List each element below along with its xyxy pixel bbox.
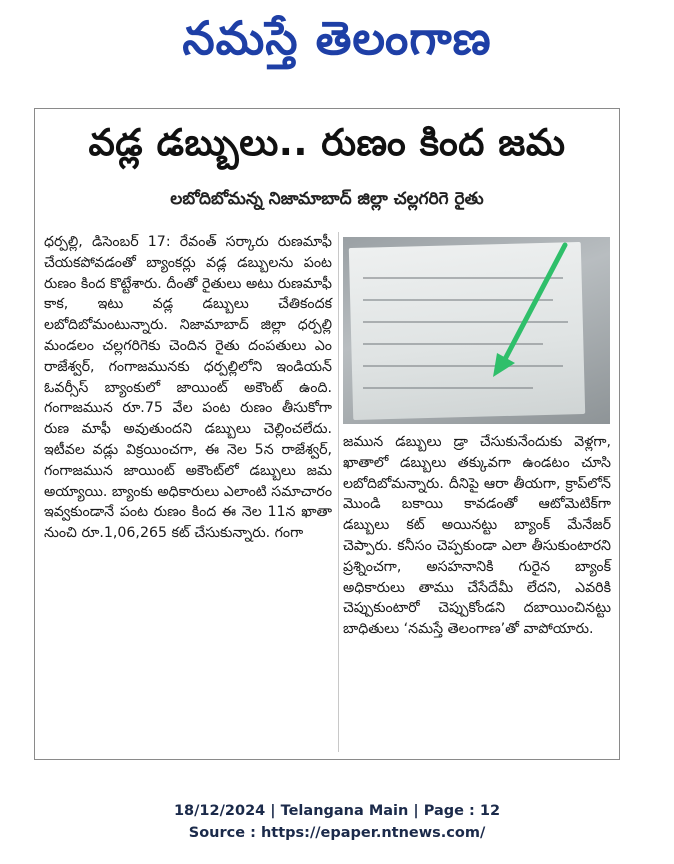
- footer-date-page: 18/12/2024 | Telangana Main | Page : 12: [173, 803, 501, 819]
- bank-statement-photo: [343, 237, 610, 424]
- article-column-left: [44, 232, 332, 752]
- arrow-icon: [343, 237, 610, 424]
- footer-source: Source : https://epaper.ntnews.com/: [188, 825, 486, 841]
- page-footer: [0, 800, 674, 844]
- article-text-left: ధర్పల్లి, డిసెంబర్‌ 17: రేవంత్‌ సర్కారు రుణమాఫీ చేయకపోవడంతో బ్యాంకర్లు వడ్ల డబ్బులను పంట రుణం కింద కొట్టేశారు. దీంతో రైతులు అటు రుణమాఫీ కాక, ఇటు వడ్ల డబ్బులు చేతికందక లబోదిబోమంటున్నారు. నిజామాబాద్‌ జిల్లా ధర్పల్లి మండలం చల్లగరిగెకు చెందిన రైతు దంపతులు ఎం రాజేశ్వర్‌, గంగాజమునకు ధర్పల్లిలోని ఇండియన్‌ ఓవర్సీస్‌ బ్యాంకులో జాయింట్‌ అకౌంట్‌ ఉంది. గంగాజమున రూ.75 వేల పంట రుణం తీసుకోగా రుణ మాఫీ అవుతుందని డబ్బులు చెల్లించలేదు. ఇటీవల వడ్లు విక్రయించగా, ఈ నెల 5న రాజేశ్వర్‌, గంగాజమున జాయింట్‌ అకౌంట్‌లో డబ్బులు జమ అయ్యాయి. బ్యాంకు అధికారులు ఎలాంటి సమాచారం ఇవ్వకుండానే పంట రుణం కింద ఈ నెల 11న ఖాతా నుంచి రూ.1,06,265 కట్‌ చేసుకున్నారు. గంగా: [44, 234, 333, 542]
- column-divider: [338, 232, 339, 752]
- article-column-right: [343, 432, 611, 754]
- masthead-logo: నమస్తే తెలంగాణ: [182, 11, 492, 65]
- article-headline: వడ్ల డబ్బులు.. రుణం కింద జమ: [88, 121, 566, 164]
- article-subheadline: లబోదిబోమన్న నిజామాబాద్‌ జిల్లా చల్లగరిగె రైతు: [170, 189, 484, 209]
- article-text-right: జమున డబ్బులు డ్రా చేసుకునేందుకు వెళ్లగా, ఖాతాలో డబ్బులు తక్కువగా ఉండటం చూసి లబోదిబోమన్నారు. దీనిపై ఆరా తీయగా, క్రాప్‌లోన్‌ మొండి బకాయి కావడంతో ఆటోమెటిక్‌గా డబ్బులు కట్‌ అయినట్టు బ్యాంక్‌ మేనేజర్‌ చెప్పారు. కనీసం చెప్పకుండా ఎలా తీసుకుంటారని ప్రశ్నించగా, అసహనానికి గురైన బ్యాంక్‌ అధికారులు తాము చేసేదేమీ లేదని, ఎవరికి చెప్పుకుంటారో చెప్పుకోండని దబాయించినట్టు బాధితులు ‘నమస్తే తెలంగాణ’తో వాపోయారు.: [343, 434, 611, 638]
